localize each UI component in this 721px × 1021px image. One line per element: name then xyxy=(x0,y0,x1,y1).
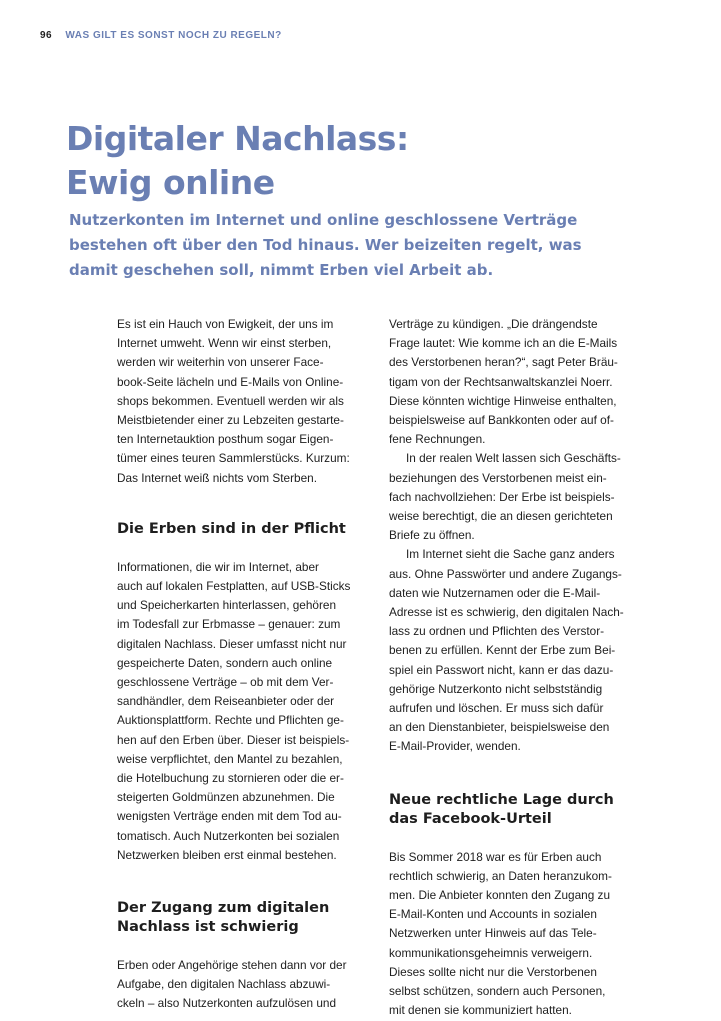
text-line: mit denen sie kommuniziert hatten. xyxy=(389,1003,572,1018)
intro-paragraph xyxy=(117,315,375,488)
section-heading xyxy=(117,899,375,937)
page-number: 96 xyxy=(40,30,53,41)
text-line: hen auf den Erben über. Dieser ist beispiels- xyxy=(117,732,350,747)
text-line: tomatisch. Auch Nutzerkonten bei sozialen xyxy=(117,828,340,843)
lead-line: bestehen oft über den Tod hinaus. Wer beizeiten regelt, was xyxy=(69,236,582,254)
text-line: an den Dienstanbieter, beispielsweise den xyxy=(389,720,610,735)
section-title: WAS GILT ES SONST NOCH ZU REGELN? xyxy=(65,30,282,41)
text-line: fene Rechnungen. xyxy=(389,432,486,447)
text-line: werden wir weiterhin von unserer Face- xyxy=(117,355,324,370)
section-heading xyxy=(389,791,647,829)
text-line: benen zu erfüllen. Kennt der Erbe zum Bei- xyxy=(389,643,616,658)
text-line: Netzwerken bleiben erst einmal bestehen. xyxy=(117,847,337,862)
text-line: aus. Ohne Passwörter und andere Zugangs- xyxy=(389,566,622,581)
text-line: sandhändler, dem Reiseanbieter oder der xyxy=(117,694,335,709)
text-line: auch auf lokalen Festplatten, auf USB-Sticks xyxy=(117,579,351,594)
title-line: Digitaler Nachlass: xyxy=(66,119,409,158)
heading-line: Die Erben sind in der Pflicht xyxy=(117,520,346,537)
text-line: Briefe zu öffnen. xyxy=(389,528,475,543)
text-line: steigerten Goldmünzen abzunehmen. Die xyxy=(117,790,335,805)
text-line: E-Mail-Konten und Accounts in sozialen xyxy=(389,907,597,922)
text-line: weise verpflichtet, den Mantel zu bezahlen, xyxy=(117,751,343,766)
text-line: Erben oder Angehörige stehen dann vor der xyxy=(117,958,347,973)
body-paragraph xyxy=(389,449,647,545)
running-header xyxy=(40,30,282,41)
text-line: Adresse ist es schwierig, den digitalen Nach- xyxy=(389,605,624,620)
text-line: digitalen Nachlass. Dieser umfasst nicht nur xyxy=(117,636,347,651)
text-line: beispielsweise auf Bankkonten oder auf of- xyxy=(389,413,614,428)
text-line: Netzwerken unter Hinweis auf das Tele- xyxy=(389,926,597,941)
body-paragraph xyxy=(117,558,375,865)
article-title xyxy=(66,117,409,205)
text-line: des Verstorbenen heran?“, sagt Peter Bräu- xyxy=(389,355,618,370)
text-line: spiel ein Passwort nicht, kann er das dazu- xyxy=(389,662,614,677)
text-line: Aufgabe, den digitalen Nachlass abzuwi- xyxy=(117,977,331,992)
body-paragraph xyxy=(389,545,647,756)
lead-line: damit geschehen soll, nimmt Erben viel Arbeit ab. xyxy=(69,261,494,279)
heading-line: Neue rechtliche Lage durch xyxy=(389,791,614,808)
text-line: ten Internetauktion posthum sogar Eigen- xyxy=(117,432,334,447)
title-line: Ewig online xyxy=(66,163,275,202)
text-line: aufrufen und löschen. Er muss sich dafür xyxy=(389,701,604,716)
lead-line: Nutzerkonten im Internet und online geschlossene Verträge xyxy=(69,211,578,229)
section-heading xyxy=(117,520,375,539)
text-line: wenigsten Verträge enden mit dem Tod au- xyxy=(117,809,342,824)
text-line: Informationen, die wir im Internet, aber xyxy=(117,559,319,574)
text-line: Diese könnten wichtige Hinweise enthalten, xyxy=(389,393,617,408)
body-paragraph xyxy=(117,956,375,1014)
text-line: E-Mail-Provider, wenden. xyxy=(389,739,521,754)
lead-paragraph xyxy=(69,208,582,283)
text-line: book-Seite lächeln und E-Mails von Online- xyxy=(117,374,344,389)
text-line: die Hotelbuchung zu stornieren oder die er- xyxy=(117,771,344,786)
heading-line: Der Zugang zum digitalen xyxy=(117,900,330,917)
text-line: weise berechtigt, die an diesen gerichteten xyxy=(389,509,613,524)
left-column xyxy=(117,315,375,1014)
text-line: In der realen Welt lassen sich Geschäfts- xyxy=(406,451,621,466)
right-column xyxy=(389,315,647,1021)
text-line: selbst schützen, sondern auch Personen, xyxy=(389,984,606,999)
text-line: Dieses sollte nicht nur die Verstorbenen xyxy=(389,964,597,979)
text-line: Frage lautet: Wie komme ich an die E-Mails xyxy=(389,336,618,351)
text-line: kommunikationsgeheimnis verweigern. xyxy=(389,945,593,960)
text-line: Bis Sommer 2018 war es für Erben auch xyxy=(389,849,602,864)
text-line: Verträge zu kündigen. „Die drängendste xyxy=(389,317,598,331)
text-line: Meistbietender einer zu Lebzeiten gestarte- xyxy=(117,413,344,428)
text-line: geschlossene Verträge – ob mit dem Ver- xyxy=(117,675,334,690)
text-line: fach nachvollziehen: Der Erbe ist beispiels- xyxy=(389,489,615,504)
text-line: Es ist ein Hauch von Ewigkeit, der uns im xyxy=(117,317,334,331)
text-line: Das Internet weiß nichts vom Sterben. xyxy=(117,470,317,485)
text-line: tigam von der Rechtsanwaltskanzlei Noerr. xyxy=(389,374,613,389)
text-line: gehörige Nutzerkonto nicht selbstständig xyxy=(389,681,603,696)
text-line: beziehungen des Verstorbenen meist ein- xyxy=(389,470,607,485)
text-line: im Todesfall zur Erbmasse – genauer: zum xyxy=(117,617,341,632)
text-line: gespeicherte Daten, sondern auch online xyxy=(117,655,333,670)
body-paragraph xyxy=(389,315,647,449)
text-line: Internet umweht. Wenn wir einst sterben, xyxy=(117,336,332,351)
text-line: men. Die Anbieter konnten den Zugang zu xyxy=(389,888,611,903)
text-line: shops bekommen. Eventuell werden wir als xyxy=(117,393,344,408)
text-line: Auktionsplattform. Rechte und Pflichten ge- xyxy=(117,713,344,728)
text-line: rechtlich schwierig, an Daten heranzukom- xyxy=(389,868,612,883)
text-line: und Speicherkarten hinterlassen, gehören xyxy=(117,598,337,613)
text-line: Im Internet sieht die Sache ganz anders xyxy=(406,547,615,562)
heading-line: Nachlass ist schwierig xyxy=(117,919,299,936)
text-line: ckeln – also Nutzerkonten aufzulösen und xyxy=(117,996,337,1011)
text-line: daten wie Nutzernamen oder die E-Mail- xyxy=(389,585,601,600)
heading-line: das Facebook-Urteil xyxy=(389,810,552,827)
body-paragraph xyxy=(389,848,647,1021)
text-line: lass zu ordnen und Pflichten des Verstor- xyxy=(389,624,605,639)
text-line: tümer eines teuren Sammlerstücks. Kurzum: xyxy=(117,451,350,466)
